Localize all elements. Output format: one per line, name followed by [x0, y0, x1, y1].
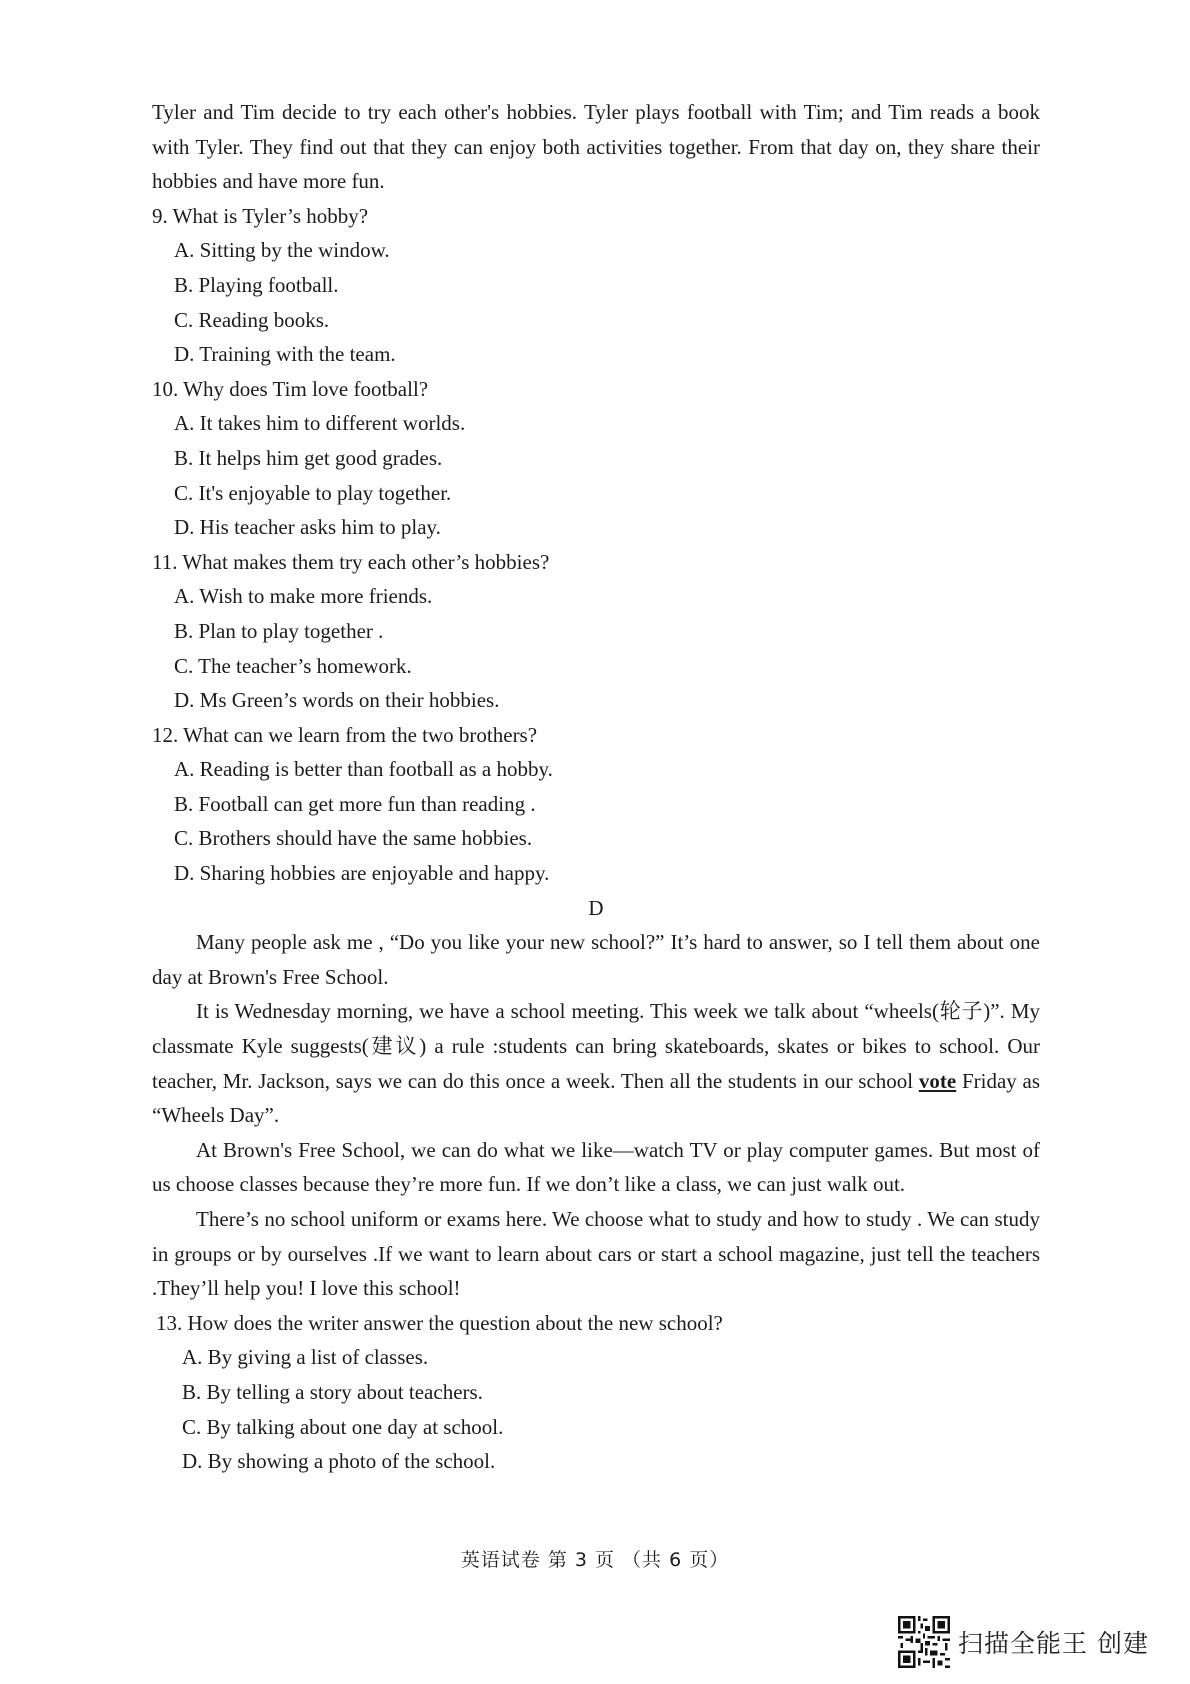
- option-d: D. Training with the team.: [174, 342, 396, 367]
- answer-options: [152, 233, 1040, 371]
- question-12: [152, 718, 1040, 891]
- answer-options: [152, 406, 1040, 544]
- question-stem: 11. What makes them try each other’s hobbies?: [152, 549, 550, 574]
- answer-options: [152, 1340, 1040, 1478]
- option-c: C. Brothers should have the same hobbies.: [174, 826, 533, 851]
- passage-d-paragraph-3: At Brown's Free School, we can do what we like—watch TV or play computer games. But most of us choose classes because they’re more fun. If we don’t like a class, we can just walk out.: [152, 1137, 1040, 1197]
- passage-d-paragraph-4: There’s no school uniform or exams here. We choose what to study and how to study . We can study in groups or by ourselves .If we want to learn about cars or start a school magazine, just tell the teachers .They’ll help you! I love this school!: [152, 1207, 1040, 1301]
- question-13: [152, 1306, 1040, 1479]
- option-b: B. By telling a story about teachers.: [182, 1379, 483, 1404]
- option-b: B. Playing football.: [174, 272, 339, 297]
- option-b: B. Plan to play together .: [174, 618, 384, 643]
- underlined-word-vote: vote: [918, 1068, 957, 1093]
- watermark-text: 扫描全能王 创建: [958, 1629, 1149, 1658]
- option-c: C. It's enjoyable to play together.: [174, 480, 452, 505]
- option-d: D. By showing a photo of the school.: [182, 1449, 496, 1474]
- option-a: A. By giving a list of classes.: [182, 1345, 429, 1370]
- option-d: D. Ms Green’s words on their hobbies.: [174, 688, 500, 713]
- option-a: A. Reading is better than football as a hobby.: [174, 757, 553, 782]
- answer-options: [152, 752, 1040, 890]
- option-c: C. The teacher’s homework.: [174, 653, 412, 678]
- qr-code-icon: [898, 1616, 950, 1668]
- question-stem: 9. What is Tyler’s hobby?: [152, 203, 369, 228]
- option-a: A. Sitting by the window.: [174, 238, 390, 263]
- question-stem: 13. How does the writer answer the question about the new school?: [156, 1310, 723, 1335]
- option-d: D. Sharing hobbies are enjoyable and happy.: [174, 861, 550, 886]
- option-c: C. Reading books.: [174, 307, 330, 332]
- option-b: B. Football can get more fun than reading .: [174, 791, 536, 816]
- passage-d-paragraph-1: Many people ask me , “Do you like your new school?” It’s hard to answer, so I tell them about one day at Brown's Free School.: [152, 930, 1040, 989]
- question-10: [152, 372, 1040, 545]
- paragraph-text: Friday as “Wheels Day”.: [152, 1068, 1041, 1128]
- question-9: [152, 199, 1040, 372]
- option-c: C. By talking about one day at school.: [182, 1414, 504, 1439]
- answer-options: [152, 579, 1040, 717]
- option-a: A. Wish to make more friends.: [174, 584, 433, 609]
- passage-d-paragraph-2: [152, 994, 1040, 1132]
- option-a: A. It takes him to different worlds.: [174, 411, 466, 436]
- paragraph-text: It is Wednesday morning, we have a school meeting. This week we talk about “wheels(轮子)”. My classmate Kyle suggests(建议) a rule :students can bring skateboards, skates or bikes to school. Our teacher, Mr. Jackson, says we can do this once a week. Then all the students in our school: [152, 999, 1040, 1093]
- page-footer: 英语试卷 第 3 页 （共 6 页）: [460, 1549, 730, 1571]
- page-content: [152, 95, 1040, 1479]
- scanner-watermark: [898, 1616, 1149, 1668]
- passage-c-ending: Tyler and Tim decide to try each other's hobbies. Tyler plays football with Tim; and Tim reads a book with Tyler. They find out that they can enjoy both activities together. From that day on, they share their hobbies and have more fun.: [152, 100, 1040, 194]
- option-d: D. His teacher asks him to play.: [174, 515, 441, 540]
- question-stem: 10. Why does Tim love football?: [152, 376, 429, 401]
- question-11: [152, 545, 1040, 718]
- section-heading-d: D: [588, 895, 604, 920]
- question-stem: 12. What can we learn from the two brothers?: [152, 722, 538, 747]
- option-b: B. It helps him get good grades.: [174, 445, 443, 470]
